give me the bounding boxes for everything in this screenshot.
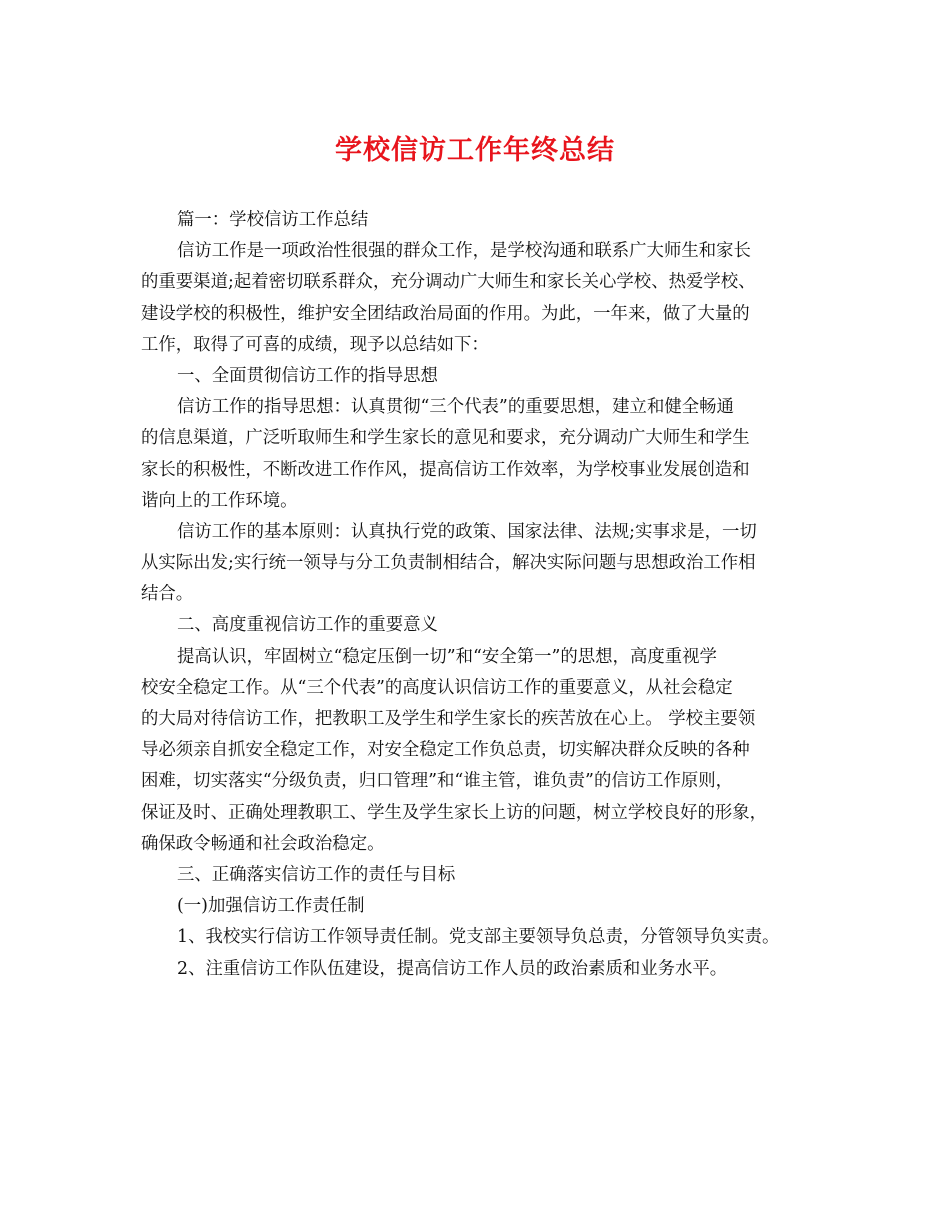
- text-line: 一、全面贯彻信访工作的指导思想: [177, 365, 438, 386]
- text-line: 信访工作是一项政治性很强的群众工作，是学校沟通和联系广大师生和家长: [177, 241, 751, 262]
- text-line: 建设学校的积极性，维护安全团结政治局面的作用。为此，一年来，做了大量的: [141, 303, 750, 324]
- document-body: [141, 205, 821, 985]
- text-line: 2、注重信访工作队伍建设，提高信访工作人员的政治素质和业务水平。: [177, 958, 728, 979]
- text-line: 保证及时、正确处理教职工、学生及学生家长上访的问题，树立学校良好的形象，: [141, 802, 768, 823]
- text-line: 信访工作的基本原则：认真执行党的政策、国家法律、法规;实事求是，一切: [177, 521, 757, 542]
- text-line: 导必须亲自抓安全稳定工作，对安全稳定工作负总责，切实解决群众反映的各种: [141, 740, 750, 761]
- text-line: 谐向上的工作环境。: [141, 490, 298, 511]
- text-line: 的大局对待信访工作，把教职工及学生和学生家长的疾苦放在心上。 学校主要领: [141, 709, 756, 729]
- text-line: 工作，取得了可喜的成绩，现予以总结如下：: [141, 334, 489, 355]
- text-line: 二、高度重视信访工作的重要意义: [177, 615, 438, 636]
- text-line: 的重要渠道;起着密切联系群众，充分调动广大师生和家长关心学校、热爱学校、: [141, 272, 756, 293]
- text-line: 信访工作的指导思想：认真贯彻“三个代表”的重要思想，建立和健全畅通: [177, 397, 734, 418]
- text-line: 家长的积极性，不断改进工作作风，提高信访工作效率，为学校事业发展创造和: [141, 459, 750, 480]
- text-line: 提高认识，牢固树立“稳定压倒一切”和“安全第一”的思想，高度重视学: [177, 646, 717, 667]
- text-line: 结合。: [141, 584, 194, 605]
- document-title: 学校信访工作年终总结: [335, 135, 615, 166]
- text-line: 从实际出发;实行统一领导与分工负责制相结合，解决实际问题与思想政治工作相: [141, 553, 756, 574]
- text-line: 1、我校实行信访工作领导责任制。党支部主要领导负总责，分管领导负实责。: [177, 927, 780, 948]
- text-line: 篇一：学校信访工作总结: [177, 210, 369, 230]
- text-line: 确保政令畅通和社会政治稳定。: [141, 833, 385, 854]
- text-line: (一)加强信访工作责任制: [177, 896, 365, 917]
- text-line: 困难，切实落实“分级负责，归口管理”和“谁主管，谁负责”的信访工作原则，: [141, 771, 734, 792]
- text-line: 的信息渠道，广泛听取师生和学生家长的意见和要求，充分调动广大师生和学生: [141, 428, 750, 449]
- text-line: 校安全稳定工作。从“三个代表”的高度认识信访工作的重要意义，从社会稳定: [141, 677, 733, 698]
- text-line: 三、正确落实信访工作的责任与目标: [177, 864, 456, 885]
